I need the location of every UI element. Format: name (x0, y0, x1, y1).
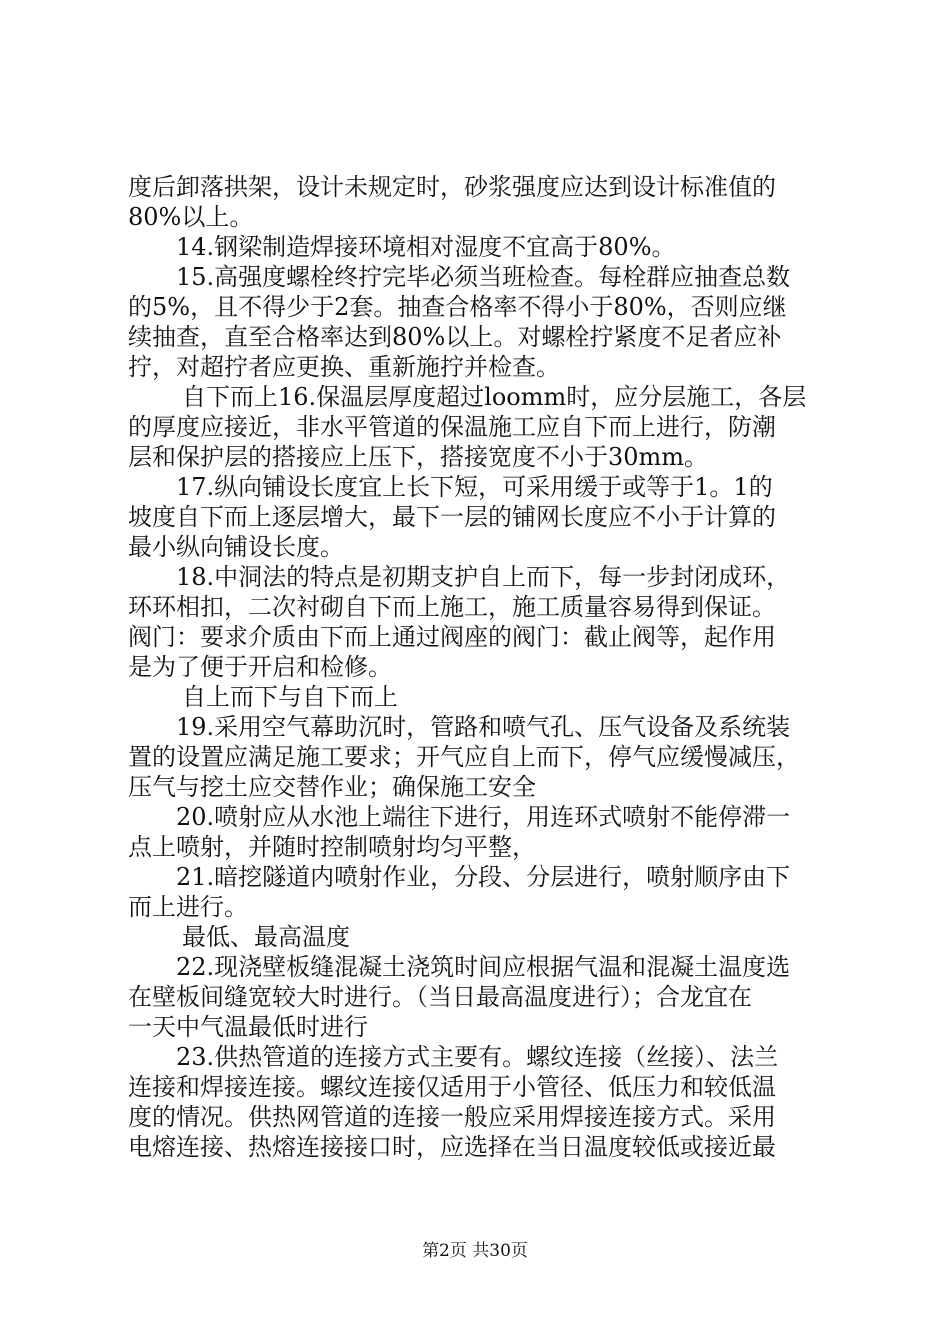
text-line-9: 的厚度应接近，非水平管道的保温施工应自下而上进行，防潮 (128, 413, 776, 441)
text-line-7: 拧，对超拧者应更换、重新施拧并检查。 (128, 353, 560, 381)
text-line-33: 电熔连接、热熔连接接口时，应选择在当日温度较低或接近最 (128, 1133, 776, 1161)
text-line-16: 阀门：要求介质由下而上通过阀座的阀门：截止阀等，起作用 (128, 623, 776, 651)
text-line-8: 自下而上16.保温层厚度超过loomm时，应分层施工，各层 (182, 383, 807, 411)
text-line-26: 最低、最高温度 (182, 923, 350, 951)
text-line-5: 的5%，且不得少于2套。抽查合格率不得小于80%，否则应继 (128, 293, 787, 321)
document-body (128, 172, 830, 1162)
text-line-27: 22.现浇壁板缝混凝土浇筑时间应根据气温和混凝土温度选 (176, 953, 791, 981)
text-line-13: 最小纵向铺设长度。 (128, 533, 344, 561)
text-line-32: 度的情况。供热网管道的连接一般应采用焊接连接方式。采用 (128, 1103, 776, 1131)
text-line-14: 18.中洞法的特点是初期支护自上而下，每一步封闭成环， (176, 563, 791, 591)
text-line-10: 层和保护层的搭接应上压下，搭接宽度不小于30mm。 (128, 443, 709, 471)
text-line-1: 度后卸落拱架，设计未规定时，砂浆强度应达到设计标准值的 (128, 173, 776, 201)
text-line-20: 置的设置应满足施工要求；开气应自上而下，停气应缓慢减压， (128, 743, 800, 771)
text-line-17: 是为了便于开启和检修。 (128, 653, 392, 681)
text-line-6: 续抽查，直至合格率达到80%以上。对螺栓拧紧度不足者应补 (128, 323, 782, 351)
text-line-4: 15.高强度螺栓终拧完毕必须当班检查。每栓群应抽查总数 (176, 263, 791, 291)
text-line-19: 19.采用空气幕助沉时，管路和喷气孔、压气设备及系统装 (176, 713, 791, 741)
text-line-29: 一天中气温最低时进行 (128, 1013, 368, 1041)
page-footer (0, 1240, 950, 1262)
text-line-12: 坡度自下而上逐层增大，最下一层的铺网长度应不小于计算的 (128, 503, 776, 531)
text-line-15: 环环相扣，二次衬砌自下而上施工，施工质量容易得到保证。 (128, 593, 776, 621)
text-line-11: 17.纵向铺设长度宜上长下短，可采用缓于或等于1。1的 (176, 473, 773, 501)
text-line-2: 80%以上。 (128, 203, 254, 231)
text-line-21: 压气与挖土应交替作业；确保施工安全 (128, 773, 536, 801)
text-line-31: 连接和焊接连接。螺纹连接仅适用于小管径、低压力和较低温 (128, 1073, 776, 1101)
text-line-30: 23.供热管道的连接方式主要有。螺纹连接（丝接）、法兰 (176, 1043, 779, 1071)
text-line-18: 自上而下与自下而上 (182, 683, 398, 711)
text-line-28: 在壁板间缝宽较大时进行。（当日最高温度进行）；合龙宜在 (128, 983, 752, 1011)
text-line-22: 20.喷射应从水池上端往下进行，用连环式喷射不能停滞一 (176, 803, 791, 831)
text-line-3: 14.钢梁制造焊接环境相对湿度不宜高于80%。 (176, 233, 676, 261)
text-line-25: 而上进行。 (128, 893, 248, 921)
text-line-23: 点上喷射，并随时控制喷射均匀平整， (128, 833, 536, 861)
page-number-label: 第2页 共30页 (422, 1241, 528, 1261)
text-line-24: 21.暗挖隧道内喷射作业，分段、分层进行，喷射顺序由下 (176, 863, 791, 891)
